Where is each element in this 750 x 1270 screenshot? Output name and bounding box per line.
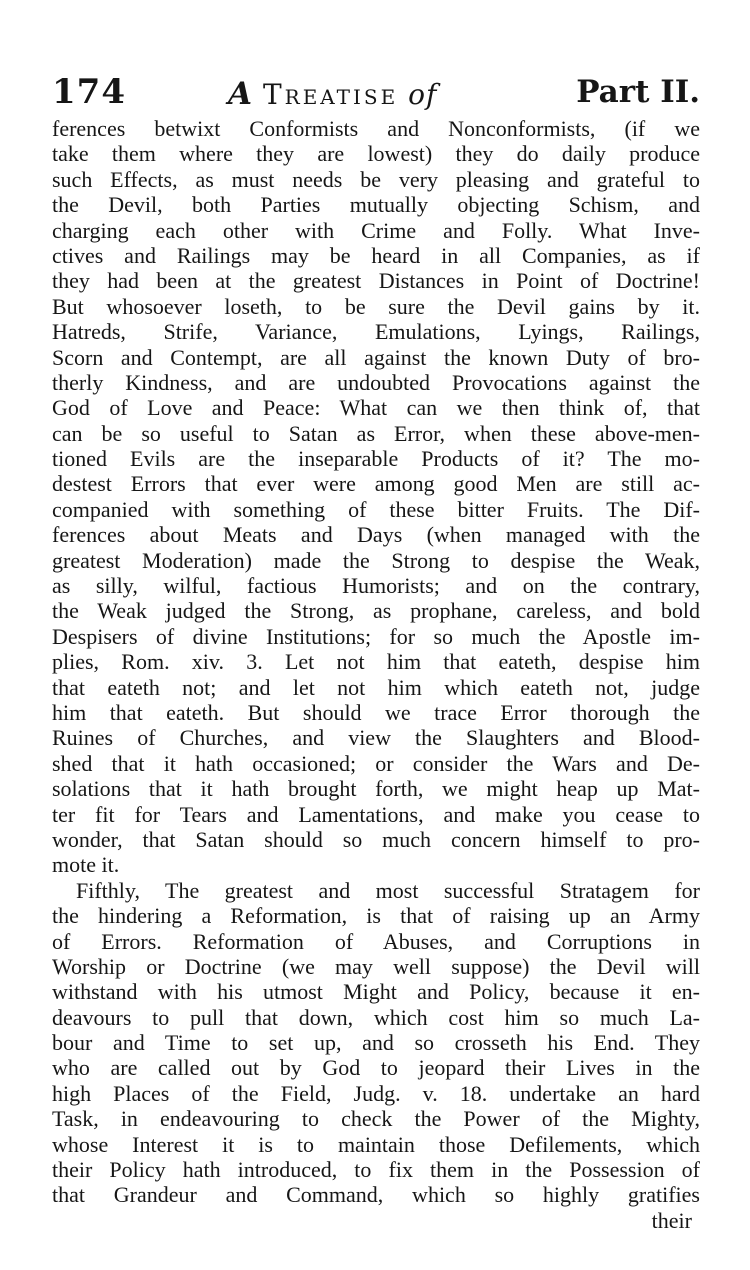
text-line: Hatreds, Strife, Variance, Emulations, Lyings, Railings, xyxy=(52,319,700,345)
text-line: Worship or Doctrine (we may well suppose) the Devil will xyxy=(52,953,700,979)
text-line: such Effects, as must needs be very pleasing and grateful to xyxy=(52,166,700,192)
running-head xyxy=(52,72,700,116)
text-line: can be so useful to Satan as Error, when these above-men- xyxy=(52,420,700,446)
text-line: Despisers of divine Institutions; for so much the Apostle im- xyxy=(52,623,700,649)
text-line: mote it. xyxy=(52,852,120,878)
text-line: ter fit for Tears and Lamentations, and make you cease to xyxy=(52,801,700,827)
text-line: the Weak judged the Strong, as prophane, careless, and bold xyxy=(52,598,700,624)
book-title-treatise: Treatise xyxy=(262,78,399,111)
book-page xyxy=(52,72,700,1233)
text-line: high Places of the Field, Judg. v. 18. undertake an hard xyxy=(52,1080,700,1106)
part-label: Part II. xyxy=(576,74,700,110)
catchword: their xyxy=(651,1207,692,1233)
text-line: bour and Time to set up, and so crosseth his End. They xyxy=(52,1030,700,1056)
text-line: as silly, wilful, factious Humorists; and on the contrary, xyxy=(52,573,700,599)
text-line: But whosoever loseth, to be sure the Devil gains by it. xyxy=(52,293,700,319)
text-line: ctives and Railings may be heard in all Companies, as if xyxy=(52,242,700,268)
text-line: Task, in endeavouring to check the Power of the Mighty, xyxy=(52,1106,700,1132)
text-line: destest Errors that ever were among good Men are still ac- xyxy=(52,471,700,497)
text-line: shed that it hath occasioned; or consider the Wars and De- xyxy=(52,750,700,776)
page-number: 174 xyxy=(52,72,126,112)
text-line: therly Kindness, and are undoubted Provocations against the xyxy=(52,369,700,395)
text-line: that eateth not; and let not him which eateth not, judge xyxy=(52,674,700,700)
text-line: the hindering a Reformation, is that of raising up an Army xyxy=(52,903,700,929)
body-text xyxy=(52,116,700,1208)
text-line: their Policy hath introduced, to fix them in the Possession of xyxy=(52,1157,700,1183)
text-line: greatest Moderation) made the Strong to despise the Weak, xyxy=(52,547,700,573)
text-line: companied with something of these bitter Fruits. The Dif- xyxy=(52,496,700,522)
text-line: Ruines of Churches, and view the Slaughters and Blood- xyxy=(52,725,700,751)
text-line: ferences betwixt Conformists and Nonconformists, (if we xyxy=(52,116,700,141)
text-line: wonder, that Satan should so much concern himself to pro- xyxy=(52,826,700,852)
text-line: charging each other with Crime and Folly. What Inve- xyxy=(52,217,700,243)
text-line: who are called out by God to jeopard their Lives in the xyxy=(52,1055,700,1081)
text-line: him that eateth. But should we trace Error thorough the xyxy=(52,699,700,725)
text-line: withstand with his utmost Might and Policy, because it en- xyxy=(52,979,700,1005)
text-line: they had been at the greatest Distances in Point of Doctrine! xyxy=(52,268,700,294)
text-line: take them where they are lowest) they do daily produce xyxy=(52,141,700,167)
text-line: God of Love and Peace: What can we then think of, that xyxy=(52,395,700,421)
text-line: that Grandeur and Command, which so highly gratifies xyxy=(52,1182,700,1208)
text-line: of Errors. Reformation of Abuses, and Corruptions in xyxy=(52,928,700,954)
text-line: the Devil, both Parties mutually objecting Schism, and xyxy=(52,192,700,218)
book-title-of: of xyxy=(408,78,438,111)
text-line: solations that it hath brought forth, we might heap up Mat- xyxy=(52,776,700,802)
text-line: plies, Rom. xiv. 3. Let not him that eateth, despise him xyxy=(52,649,700,675)
book-title xyxy=(228,76,437,112)
text-line: whose Interest it is to maintain those Defilements, which xyxy=(52,1131,700,1157)
book-title-a: A xyxy=(228,76,254,112)
text-line: Fifthly, The greatest and most successful Stratagem for xyxy=(76,877,700,903)
text-line: Scorn and Contempt, are all against the known Duty of bro- xyxy=(52,344,700,370)
text-line: tioned Evils are the inseparable Products of it? The mo- xyxy=(52,446,700,472)
text-line: ferences about Meats and Days (when managed with the xyxy=(52,522,700,548)
text-line: deavours to pull that down, which cost him so much La- xyxy=(52,1004,700,1030)
